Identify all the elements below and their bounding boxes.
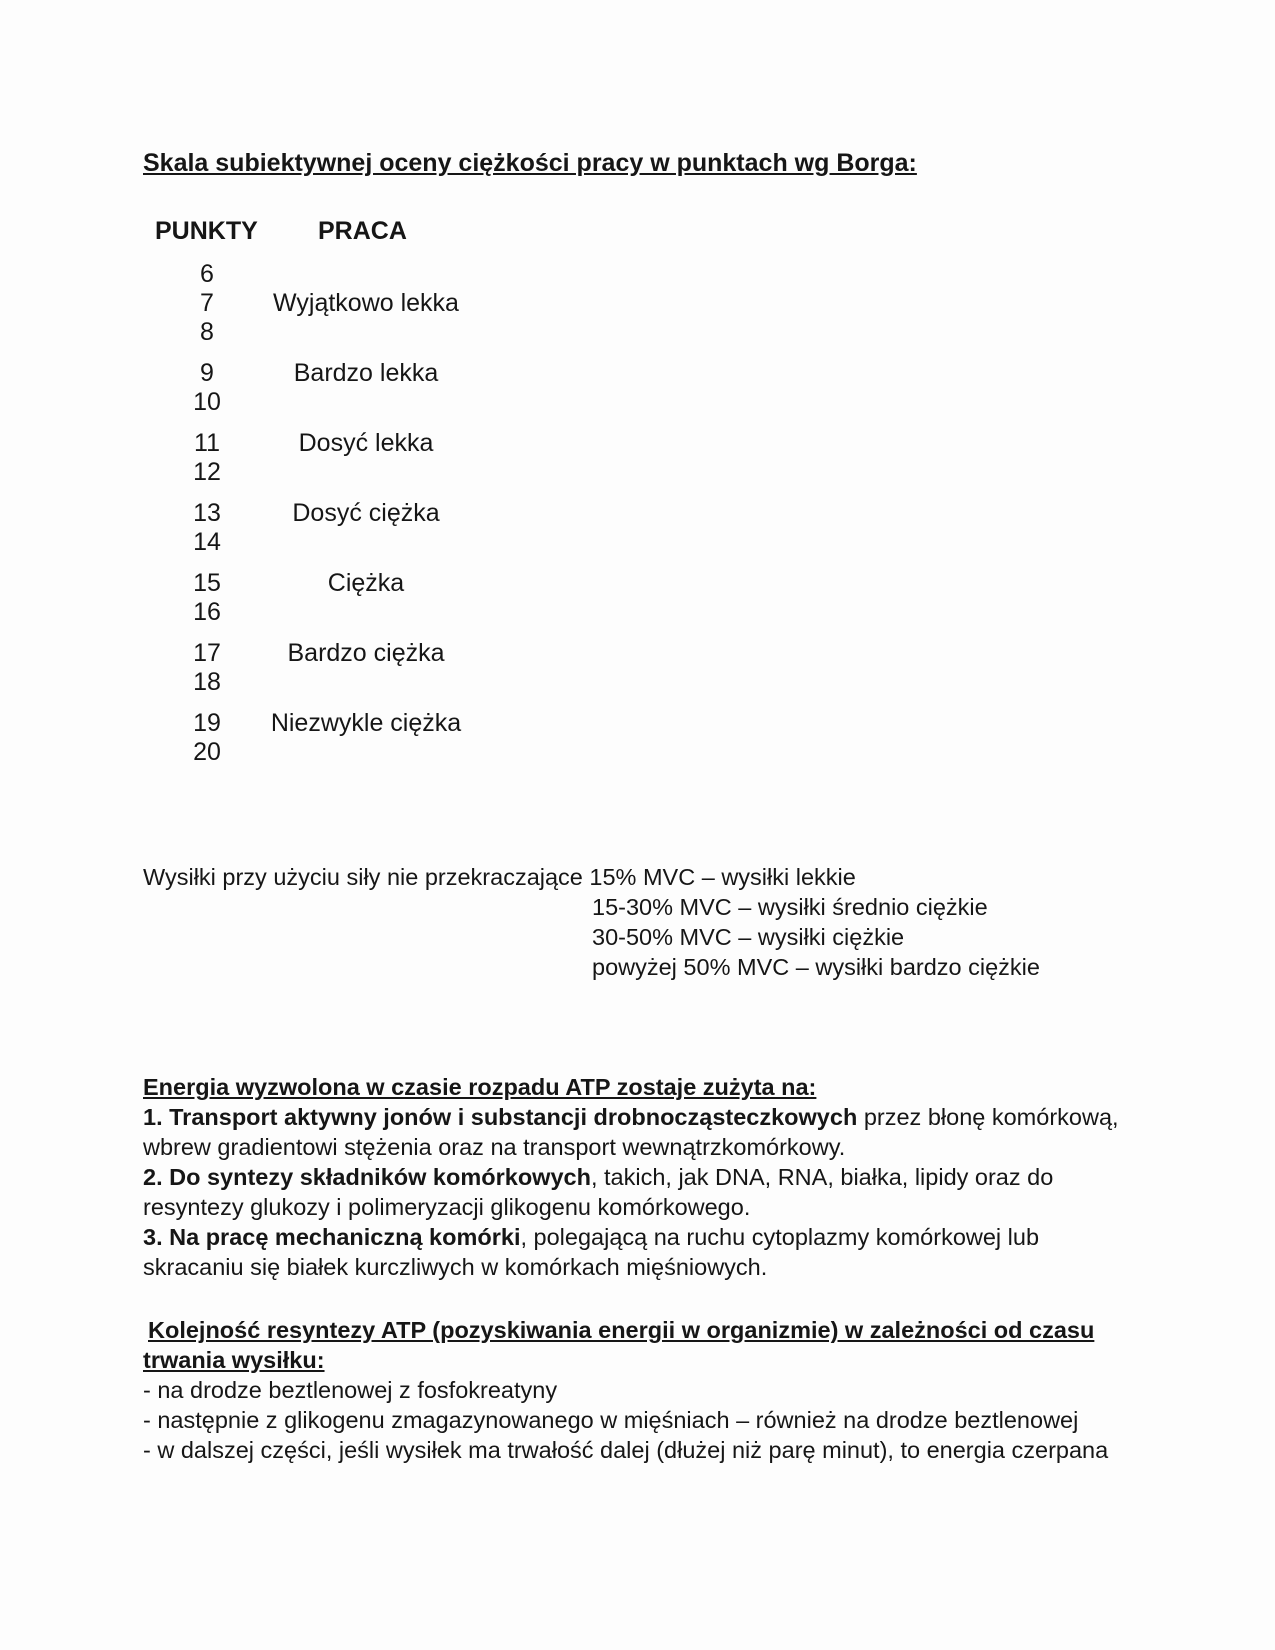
- mvc-indented-line: 30-50% MVC – wysiłki ciężkie: [592, 924, 905, 950]
- table-row: [143, 709, 663, 767]
- points-value: 19: [193, 709, 221, 737]
- points-value: 9: [200, 359, 214, 387]
- points-value: 7: [200, 289, 214, 317]
- points-value: 12: [193, 458, 221, 486]
- atp-energy-line: wbrew gradientowi stężenia oraz na transport wewnątrzkomórkowy.: [143, 1134, 846, 1160]
- work-label: Bardzo lekka: [293, 359, 439, 387]
- atp-energy-line: skracaniu się białek kurczliwych w komórkach mięśniowych.: [143, 1254, 768, 1280]
- mvc-indented-line: 15-30% MVC – wysiłki średnio ciężkie: [592, 894, 988, 920]
- points-value: 10: [193, 388, 221, 416]
- work-label: Ciężka: [327, 569, 405, 597]
- points-value: 20: [193, 738, 221, 766]
- work-label: Wyjątkowo lekka: [273, 289, 459, 317]
- points-column-header: PUNKTY: [155, 217, 258, 245]
- mvc-indented-line: powyżej 50% MVC – wysiłki bardzo ciężkie: [592, 954, 1040, 980]
- page-title: Skala subiektywnej oceny ciężkości pracy w punktach wg Borga:: [143, 149, 917, 177]
- atp-resynthesis-heading-line: trwania wysiłku:: [143, 1347, 325, 1373]
- table-row: [143, 499, 663, 557]
- points-value: 17: [193, 639, 221, 667]
- work-label: Dosyć lekka: [298, 429, 434, 457]
- atp-resynthesis-heading-line: Kolejność resyntezy ATP (pozyskiwania energii w organizmie) w zależności od czasu: [148, 1317, 1095, 1343]
- points-value: 16: [193, 598, 221, 626]
- points-value: 8: [200, 318, 214, 346]
- mvc-section: [143, 862, 1040, 982]
- work-label: Niezwykle ciężka: [270, 709, 462, 737]
- resynthesis-list-item: - następnie z glikogenu zmagazynowanego w mięśniach – również na drodze beztlenowej: [143, 1407, 1079, 1433]
- atp-energy-heading: Energia wyzwolona w czasie rozpadu ATP zostaje zużyta na:: [143, 1074, 817, 1100]
- points-value: 6: [200, 260, 214, 288]
- points-value: 18: [193, 668, 221, 696]
- work-column-header: PRACA: [318, 217, 407, 245]
- atp-resynthesis-section: [143, 1315, 1108, 1465]
- table-row: [143, 639, 663, 697]
- resynthesis-list-item: - w dalszej części, jeśli wysiłek ma trwałość dalej (dłużej niż parę minut), to energia czerpana: [143, 1437, 1109, 1463]
- atp-energy-line: 2. Do syntezy składników komórkowych, takich, jak DNA, RNA, białka, lipidy oraz do: [143, 1164, 1054, 1190]
- points-value: 15: [193, 569, 221, 597]
- work-label: Dosyć ciężka: [292, 499, 440, 527]
- borg-scale-table: [143, 260, 663, 779]
- points-value: 14: [193, 528, 221, 556]
- borg-table-header: [0, 216, 1275, 246]
- points-value: 11: [194, 429, 220, 457]
- work-label: Bardzo ciężka: [287, 639, 445, 667]
- atp-energy-line: 3. Na pracę mechaniczną komórki, polegającą na ruchu cytoplazmy komórkowej lub: [143, 1224, 1040, 1250]
- atp-energy-section: [143, 1072, 1119, 1282]
- table-row: [143, 569, 663, 627]
- atp-energy-line: 1. Transport aktywny jonów i substancji drobnocząsteczkowych przez błonę komórkową,: [143, 1104, 1119, 1130]
- table-row: [143, 359, 663, 417]
- resynthesis-list-item: - na drodze beztlenowej z fosfokreatyny: [143, 1377, 558, 1403]
- points-value: 13: [193, 499, 221, 527]
- table-row: [143, 260, 663, 347]
- table-row: [143, 429, 663, 487]
- atp-energy-line: resyntezy glukozy i polimeryzacji glikogenu komórkowego.: [143, 1194, 751, 1220]
- mvc-intro-line: Wysiłki przy użyciu siły nie przekraczające 15% MVC – wysiłki lekkie: [143, 864, 856, 890]
